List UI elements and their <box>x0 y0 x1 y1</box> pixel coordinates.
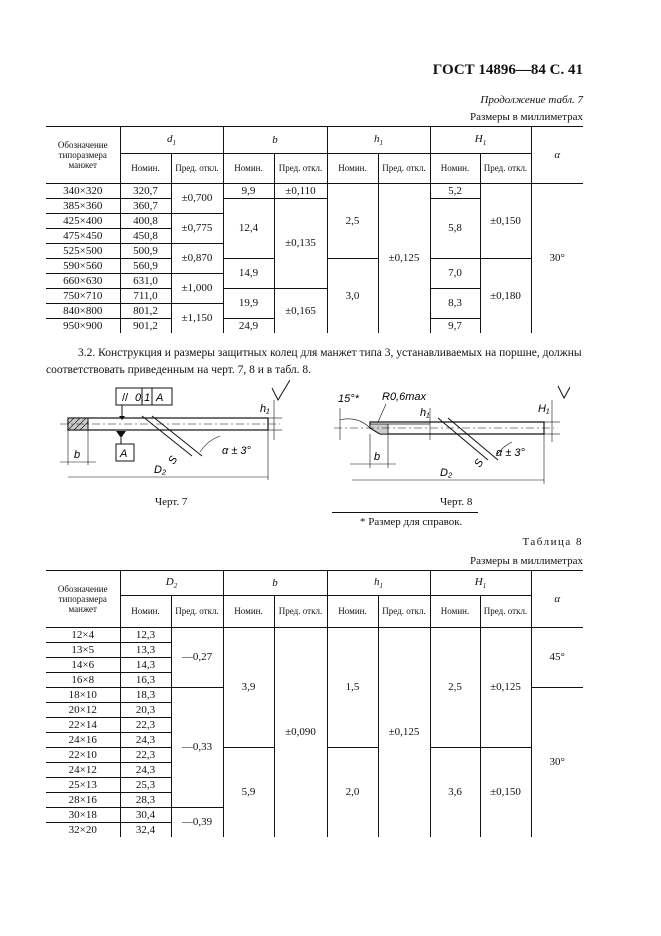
tolerance-frame <box>116 388 172 420</box>
table-row-name: 16×8 <box>46 672 120 687</box>
table-row-name: 24×12 <box>46 762 120 777</box>
table-cell: 28,3 <box>120 792 171 807</box>
table-8 <box>46 571 583 837</box>
header-nom: Номин. <box>223 153 274 183</box>
header-b: b <box>223 127 327 153</box>
table-cell: ±0,135 <box>274 198 327 288</box>
table-row-name: 24×16 <box>46 732 120 747</box>
header-dev: Пред. откл. <box>171 595 223 627</box>
table-cell: 2,5 <box>327 183 378 258</box>
table-row-name: 340×320 <box>46 183 120 198</box>
table-row-name: 32×20 <box>68 823 97 836</box>
table-cell: 5,9 <box>223 747 274 837</box>
paragraph-line-1: 3.2. Конструкция и размеры защитных колец для манжет типа 3, устанавливаемых на поршне, должны <box>78 347 582 359</box>
table-cell: 801,2 <box>120 303 171 318</box>
figure-7-drawing <box>50 380 290 490</box>
s-label: S <box>166 454 181 467</box>
table-row-name: 525×500 <box>46 243 120 258</box>
header-b: b <box>223 571 327 595</box>
table-cell: 5,2 <box>430 183 480 198</box>
header-nom: Номин. <box>327 153 378 183</box>
table-cell: ±0,870 <box>171 243 223 273</box>
table-cell: 320,7 <box>120 183 171 198</box>
table-row-name: 840×800 <box>46 303 120 318</box>
table-cell: 16,3 <box>120 672 171 687</box>
table-cell: 360,7 <box>120 198 171 213</box>
header-designation: Обозначение типоразмера манжет <box>46 571 120 627</box>
table-cell: —0,39 <box>171 807 223 837</box>
d2-label: D₂ <box>440 467 453 479</box>
table-cell: 711,0 <box>120 288 171 303</box>
table-cell: 7,0 <box>430 258 480 288</box>
table-cell: —0,27 <box>171 627 223 687</box>
b-label: b <box>74 449 81 461</box>
table-row-name: 590×560 <box>46 258 120 273</box>
table-cell: 30,4 <box>120 807 171 822</box>
table-row-name: 13×5 <box>46 642 120 657</box>
header-designation: Обозначение типоразмера манжет <box>46 127 120 183</box>
table-cell: 631,0 <box>120 273 171 288</box>
table-cell: 450,8 <box>120 228 171 243</box>
table-row-name: 425×400 <box>46 213 120 228</box>
header-dev: Пред. откл. <box>378 153 430 183</box>
roughness-icon <box>558 380 570 398</box>
angle-15-label: 15°* <box>338 393 359 405</box>
table-cell: ±0,150 <box>480 183 531 258</box>
table-row-name: 14×6 <box>46 657 120 672</box>
table-cell: ±0,125 <box>378 183 430 333</box>
figure-8-drawing <box>330 380 570 492</box>
table-row-name: 18×10 <box>46 687 120 702</box>
hatch-section <box>370 424 388 434</box>
header-nom: Номин. <box>120 595 171 627</box>
angle-label: α ± 3° <box>496 447 525 459</box>
table-cell: 30° <box>531 687 583 837</box>
table-cell: 14,3 <box>120 657 171 672</box>
table-cell: 24,3 <box>120 762 171 777</box>
table-cell: 400,8 <box>120 213 171 228</box>
page-header: ГОСТ 14896—84 С. 41 <box>432 62 583 78</box>
table-cell: 560,9 <box>120 258 171 273</box>
header-nom: Номин. <box>223 595 274 627</box>
table-cell: 9,9 <box>223 183 274 198</box>
table-cell: 901,2 <box>120 318 171 333</box>
table-continuation-label: Продолжение табл. 7 <box>480 94 583 106</box>
table-row-name: 475×450 <box>46 228 120 243</box>
header-nom: Номин. <box>430 153 480 183</box>
header-nom: Номин. <box>430 595 480 627</box>
table-cell: 22,3 <box>120 717 171 732</box>
table-cell: 13,3 <box>120 642 171 657</box>
table-cell: 5,8 <box>430 198 480 258</box>
table-cell: 24,3 <box>120 732 171 747</box>
table-cell: ±0,180 <box>480 258 531 333</box>
table-cell: 32,4 <box>120 822 171 837</box>
table-row-name: 25×13 <box>46 777 120 792</box>
header-H1: $H_1$ <box>430 571 531 595</box>
table-cell: ±0,775 <box>171 213 223 243</box>
table-units: Размеры в миллиметрах <box>470 111 583 123</box>
table-cell: 12,4 <box>223 198 274 258</box>
table-cell: 3,9 <box>223 627 274 747</box>
header-dev: Пред. откл. <box>274 153 327 183</box>
h1-label: h₁ <box>260 403 270 415</box>
table-units: Размеры в миллиметрах <box>470 555 583 567</box>
table-row-name: 30×18 <box>46 807 120 822</box>
table-row-name: 12×4 <box>46 627 120 642</box>
table-8-title: Таблица 8 <box>522 536 583 548</box>
header-dev: Пред. откл. <box>171 153 223 183</box>
s-label: S <box>472 457 487 470</box>
figure-7-caption: Черт. 7 <box>155 496 188 508</box>
header-D2: $D_2$ <box>120 571 223 595</box>
b-label: b <box>374 451 381 463</box>
table-cell: ±1,000 <box>171 273 223 303</box>
roughness-icon <box>272 380 290 400</box>
header-dev: Пред. откл. <box>378 595 430 627</box>
table-cell: 3,0 <box>327 258 378 333</box>
h1-label: h₁ <box>420 407 430 419</box>
table-cell: 18,3 <box>120 687 171 702</box>
table-cell: 22,3 <box>120 747 171 762</box>
paragraph-line-2: соответствовать приведенным на черт. 7, 8 и в табл. 8. <box>46 364 312 376</box>
table-row-name: 750×710 <box>46 288 120 303</box>
table-7 <box>46 127 583 333</box>
header-dev: Пред. откл. <box>480 595 531 627</box>
table-cell: ±0,090 <box>274 627 327 837</box>
table-cell: 2,0 <box>327 747 378 837</box>
table-cell: ±0,110 <box>274 183 327 198</box>
table-cell: 30° <box>531 183 583 333</box>
table-row-name: 20×12 <box>46 702 120 717</box>
table-row-name: 22×14 <box>46 717 120 732</box>
figure-8-caption: Черт. 8 <box>440 496 473 508</box>
header-alpha: α <box>531 571 583 627</box>
datum-label: A <box>120 448 128 460</box>
header-dev: Пред. откл. <box>274 595 327 627</box>
table-cell: ±1,150 <box>171 303 223 333</box>
table-cell: 500,9 <box>120 243 171 258</box>
table-cell: ±0,700 <box>171 183 223 213</box>
header-nom: Номин. <box>327 595 378 627</box>
table-cell: 45° <box>531 627 583 687</box>
footnote: * Размер для справок. <box>360 516 463 528</box>
table-cell: 2,5 <box>430 627 480 747</box>
table-cell: ±0,125 <box>378 627 430 837</box>
table-row-name: 660×630 <box>46 273 120 288</box>
header-h1: $h_1$ <box>327 127 430 153</box>
table-cell: 20,3 <box>120 702 171 717</box>
header-nom: Номин. <box>120 153 171 183</box>
radius-label: R0,6max <box>382 391 427 403</box>
table-cell: 24,9 <box>223 318 274 333</box>
table-cell: 25,3 <box>120 777 171 792</box>
table-cell: —0,33 <box>171 687 223 807</box>
header-d1: $d_1$ <box>120 127 223 153</box>
header-alpha: α <box>531 127 583 183</box>
table-cell: 12,3 <box>120 627 171 642</box>
table-cell: ±0,125 <box>480 627 531 747</box>
table-cell: 8,3 <box>430 288 480 318</box>
header-H1: $H_1$ <box>430 127 531 153</box>
footnote-rule <box>332 512 478 513</box>
table-cell: 3,6 <box>430 747 480 837</box>
table-cell: 19,9 <box>223 288 274 318</box>
table-cell: 1,5 <box>327 627 378 747</box>
table-row-name: 22×10 <box>46 747 120 762</box>
frame-datum: A <box>156 392 164 404</box>
d2-label: D₂ <box>154 464 167 476</box>
frame-value: 0,1 <box>135 392 151 404</box>
header-dev: Пред. откл. <box>480 153 531 183</box>
table-row-name: 950×900 <box>63 319 103 332</box>
H1-label: H₁ <box>538 403 550 415</box>
table-cell: ±0,165 <box>274 288 327 333</box>
header-h1: $h_1$ <box>327 571 430 595</box>
angle-label: α ± 3° <box>222 445 251 457</box>
table-row-name: 28×16 <box>46 792 120 807</box>
frame-parallel-symbol: // <box>122 392 129 404</box>
table-cell: 14,9 <box>223 258 274 288</box>
table-cell: 9,7 <box>430 318 480 333</box>
table-row-name: 385×360 <box>46 198 120 213</box>
table-cell: ±0,150 <box>480 747 531 837</box>
